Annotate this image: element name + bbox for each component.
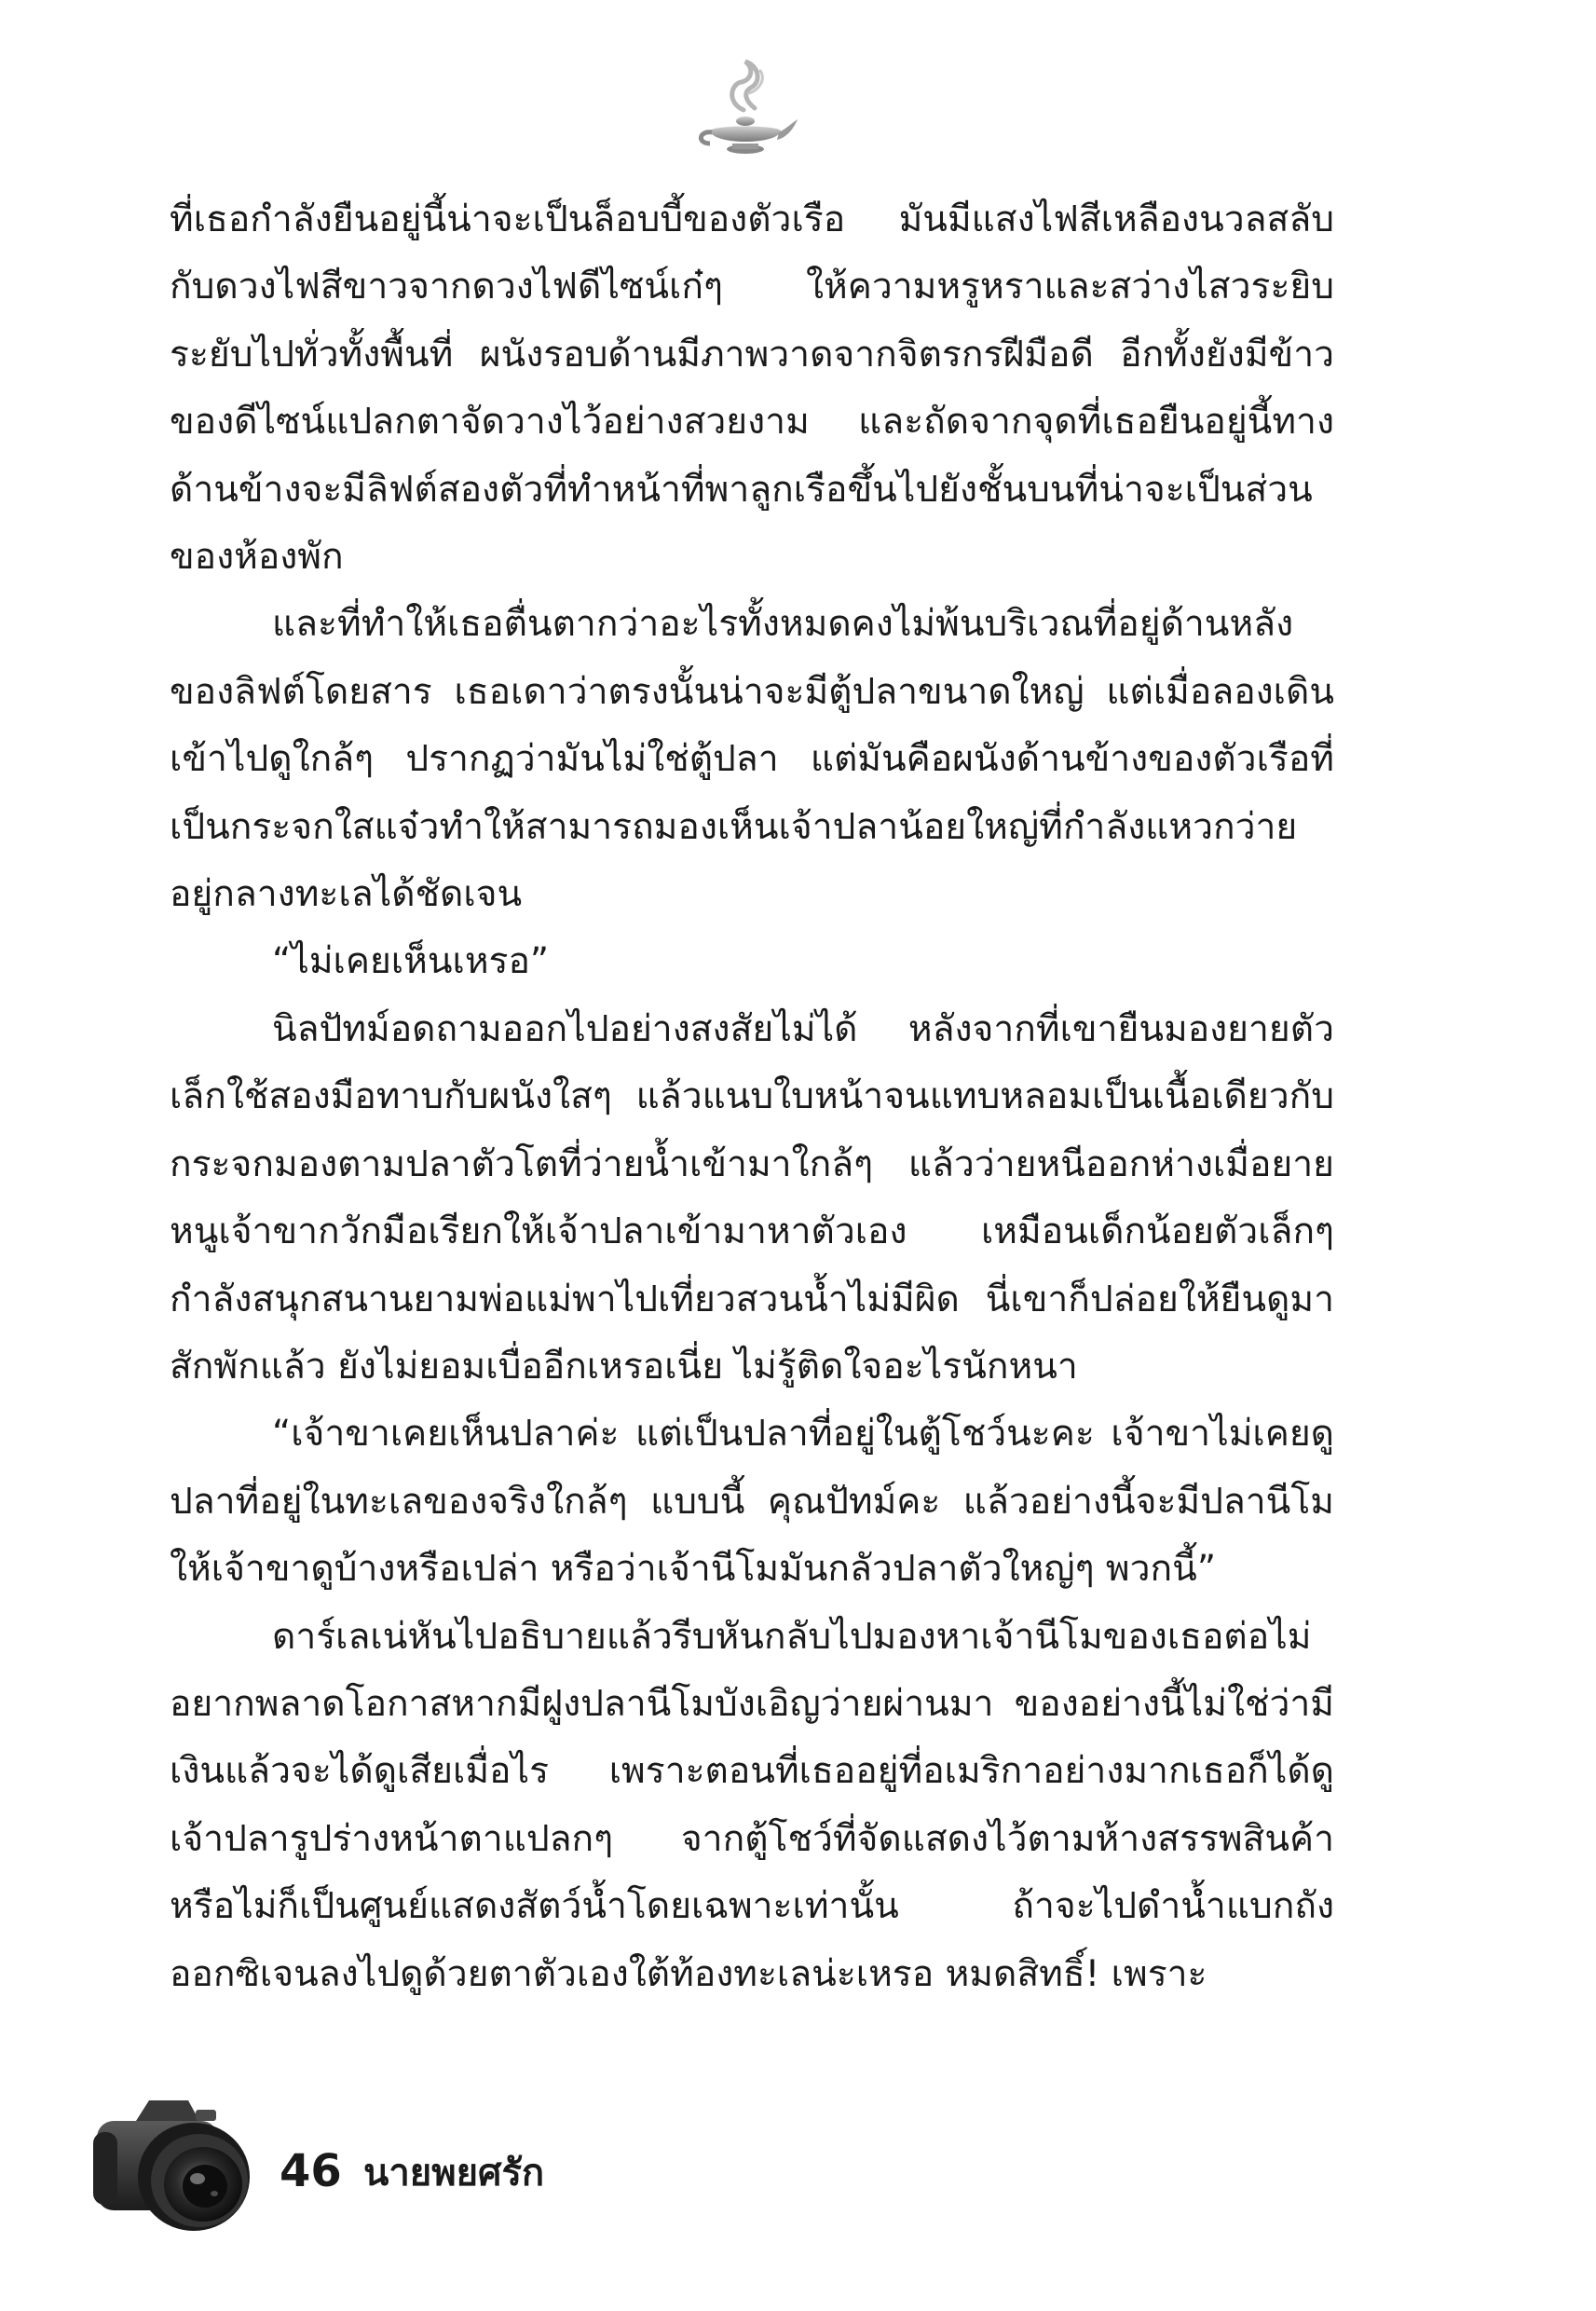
paragraph-5: “เจ้าขาเคยเห็นปลาค่ะ แต่เป็นปลาที่อยู่ในตู้โชว์นะคะ เจ้าขาไม่เคยดูปลาที่อยู่ในทะเลของจริงใกล้ๆ แบบนี้ คุณปัทม์คะ แล้วอย่างนี้จะมีปลานีโมให้เจ้าขาดูบ้างหรือเปล่า หรือว่าเจ้านีโมมันกลัวปลาตัวใหญ่ๆ พวกนี้” bbox=[170, 1413, 1334, 1591]
genie-lamp-icon bbox=[689, 56, 801, 168]
camera-icon bbox=[84, 2087, 280, 2255]
paragraph-3: “ไม่เคยเห็นเหรอ” bbox=[272, 940, 550, 983]
paragraph-1: ที่เธอกำลังยืนอยู่นี้น่าจะเป็นล็อบบี้ของตัวเรือ มันมีแสงไฟสีเหลืองนวลสลับกับดวงไฟสีขาวจากดวงไฟดีไซน์เก๋ๆ ให้ความหรูหราและสว่างไสวระยิบระยับไปทั่วทั้งพื้นที่ ผนังรอบด้านมีภาพวาดจากจิตรกรฝีมือดี อีกทั้งยังมีข้าวของดีไซน์แปลกตาจัดวางไว้อย่างสวยงาม และถัดจากจุดที่เธอยืนอยู่นี้ทางด้านข้างจะมีลิฟต์สองตัวที่ทำหน้าที่พาลูกเรือขึ้นไปยังชั้นบนที่น่าจะเป็นส่วนของห้องพัก bbox=[170, 198, 1334, 579]
book-title: นายพยศรัก bbox=[363, 2152, 545, 2195]
paragraph-6: ดาร์เลเน่หันไปอธิบายแล้วรีบหันกลับไปมองหาเจ้านีโมของเธอต่อไม่อยากพลาดโอกาสหากมีฝูงปลานีโมบังเอิญว่ายผ่านมา ของอย่างนี้ไม่ใช่ว่ามีเงินแล้วจะได้ดูเสียเมื่อไร เพราะตอนที่เธออยู่ที่อเมริกาอย่างมากเธอก็ได้ดูเจ้าปลารูปร่างหน้าตาแปลกๆ จากตู้โชว์ที่จัดแสดงไว้ตามห้างสรรพสินค้าหรือไม่ก็เป็นศูนย์แสดงสัตว์น้ำโดยเฉพาะเท่านั้น ถ้าจะไปดำน้ำแบกถังออกซิเจนลงไปดูด้วยตาตัวเองใต้ท้องทะเลน่ะเหรอ หมดสิทธิ์! เพราะ bbox=[170, 1615, 1334, 1995]
paragraph-4: นิลปัทม์อดถามออกไปอย่างสงสัยไม่ได้ หลังจากที่เขายืนมองยายตัวเล็กใช้สองมือทาบกับผนังใสๆ แล้วแนบใบหน้าจนแทบหลอมเป็นเนื้อเดียวกับกระจกมองตามปลาตัวโตที่ว่ายน้ำเข้ามาใกล้ๆ แล้วว่ายหนีออกห่างเมื่อยายหนูเจ้าขากวักมือเรียกให้เจ้าปลาเข้ามาหาตัวเอง เหมือนเด็กน้อยตัวเล็กๆ กำลังสนุกสนานยามพ่อแม่พาไปเที่ยวสวนน้ำไม่มีผิด นี่เขาก็ปล่อยให้ยืนดูมาสักพักแล้ว ยังไม่ยอมเบื่ออีกเหรอเนี่ย ไม่รู้ติดใจอะไรนักหนา bbox=[170, 1007, 1334, 1388]
paragraph-2: และที่ทำให้เธอตื่นตากว่าอะไรทั้งหมดคงไม่พ้นบริเวณที่อยู่ด้านหลังของลิฟต์โดยสาร เธอเดาว่าตรงนั้นน่าจะมีตู้ปลาขนาดใหญ่ แต่เมื่อลองเดินเข้าไปดูใกล้ๆ ปรากฏว่ามันไม่ใช่ตู้ปลา แต่มันคือผนังด้านข้างของตัวเรือที่เป็นกระจกใสแจ๋วทำให้สามารถมองเห็นเจ้าปลาน้อยใหญ่ที่กำลังแหวกว่ายอยู่กลางทะเลได้ชัดเจน bbox=[170, 603, 1334, 916]
page-number: 46 bbox=[280, 2145, 342, 2197]
body-text bbox=[170, 186, 1334, 2008]
page-footer bbox=[84, 2087, 829, 2274]
